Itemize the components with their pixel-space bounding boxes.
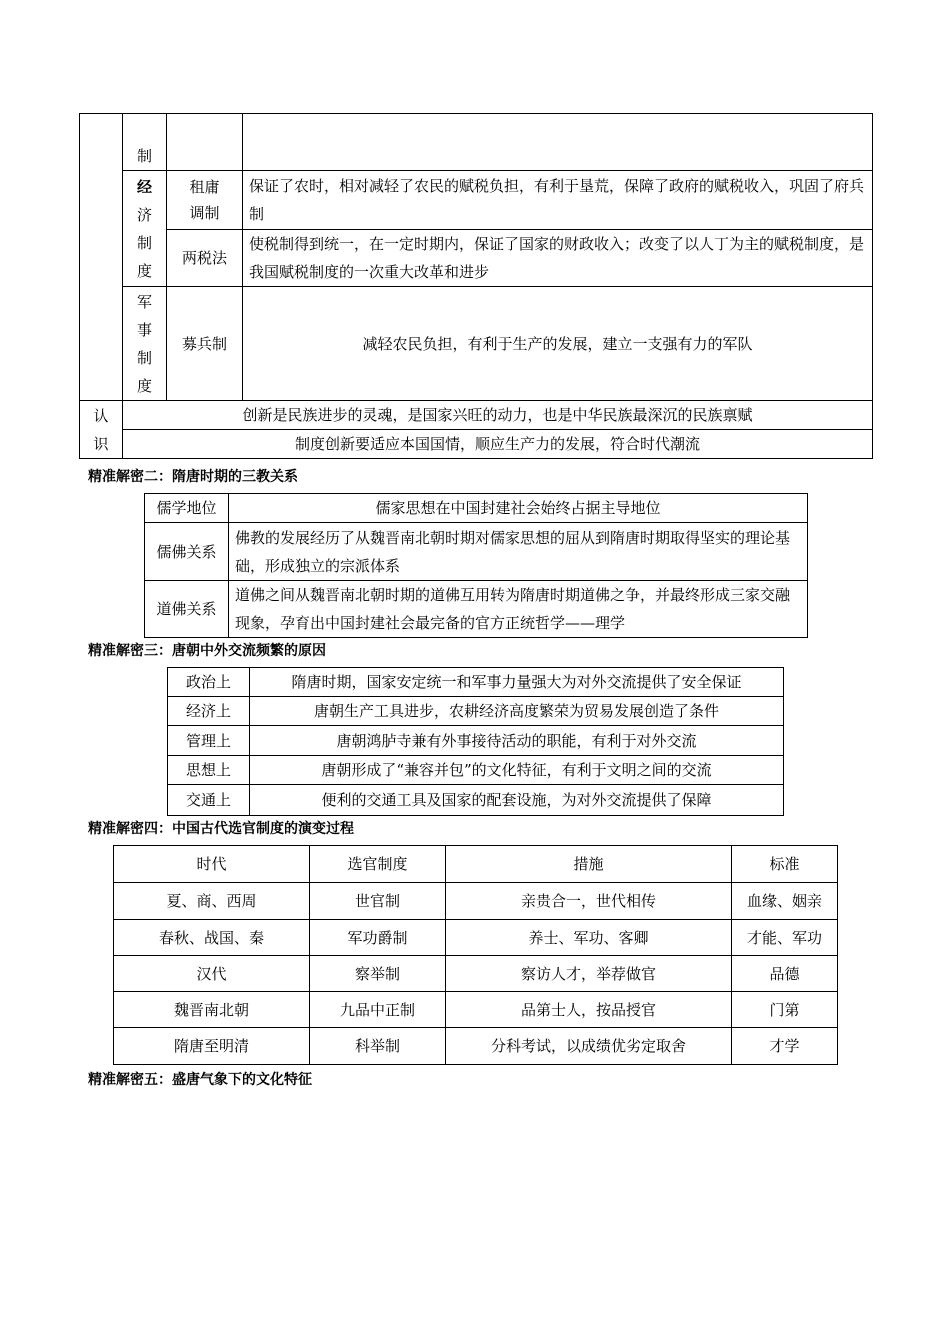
empty-cell bbox=[167, 114, 243, 171]
table-cell: 亲贵合一，世代相传 bbox=[446, 883, 732, 920]
table-cell: 门第 bbox=[732, 992, 838, 1028]
row-text: 便利的交通工具及国家的配套设施，为对外交流提供了保障 bbox=[250, 785, 784, 816]
label-char: 事 bbox=[136, 320, 152, 339]
row-text: 道佛之间从魏晋南北朝时期的道佛互用转为隋唐时期道佛之争，并最终形成三家交融现象，孕育出中国封建社会最完备的官方正统哲学——理学 bbox=[229, 581, 808, 638]
row-text: 佛教的发展经历了从魏晋南北朝时期对儒家思想的屈从到隋唐时期取得坚实的理论基础，形成独立的宗派体系 bbox=[229, 523, 808, 581]
table-cell: 察举制 bbox=[310, 956, 446, 992]
row-label: 管理上 bbox=[168, 726, 250, 756]
label-char: 认 bbox=[93, 406, 109, 425]
recognition-text-2: 制度创新要适应本国国情，顺应生产力的发展，符合时代潮流 bbox=[123, 430, 873, 459]
section2-heading: 精准解密二：隋唐时期的三教关系 bbox=[88, 469, 298, 485]
table-cell: 养士、军功、客卿 bbox=[446, 920, 732, 956]
row-label: 道佛关系 bbox=[145, 581, 229, 638]
recognition-label bbox=[80, 401, 123, 459]
table-cell: 春秋、战国、秦 bbox=[114, 920, 310, 956]
table-cell: 科举制 bbox=[310, 1028, 446, 1065]
table-cell: 才学 bbox=[732, 1028, 838, 1065]
label-char: 识 bbox=[93, 434, 109, 453]
official-selection-table bbox=[113, 845, 838, 1065]
label-char: 度 bbox=[136, 376, 152, 395]
row-text: 唐朝形成了“兼容并包”的文化特征，有利于文明之间的交流 bbox=[250, 756, 784, 785]
zuyong-name: 租庸调制 bbox=[167, 171, 243, 230]
table-cell: 魏晋南北朝 bbox=[114, 992, 310, 1028]
header-cell: 选官制度 bbox=[310, 846, 446, 883]
header-cell: 时代 bbox=[114, 846, 310, 883]
table-cell: 才能、军功 bbox=[732, 920, 838, 956]
row-label: 经济上 bbox=[168, 697, 250, 726]
table-cell: 世官制 bbox=[310, 883, 446, 920]
row-label: 思想上 bbox=[168, 756, 250, 785]
row-text: 唐朝鸿胪寺兼有外事接待活动的职能，有利于对外交流 bbox=[250, 726, 784, 756]
recognition-text-1: 创新是民族进步的灵魂，是国家兴旺的动力，也是中华民族最深沉的民族禀赋 bbox=[123, 401, 873, 430]
economic-system-label bbox=[123, 171, 167, 287]
row-label: 儒佛关系 bbox=[145, 523, 229, 581]
label-char: 制 bbox=[136, 233, 152, 252]
row-text: 儒家思想在中国封建社会始终占据主导地位 bbox=[229, 494, 808, 523]
outer-category-cell bbox=[80, 114, 123, 401]
label-char: 军 bbox=[136, 292, 152, 311]
label-char: 度 bbox=[136, 261, 152, 280]
row-text: 唐朝生产工具进步，农耕经济高度繁荣为贸易发展创造了条件 bbox=[250, 697, 784, 726]
fragment-label: 制 bbox=[136, 147, 152, 165]
mubing-text: 减轻农民负担，有利于生产的发展，建立一支强有力的军队 bbox=[243, 287, 873, 401]
foreign-exchange-table bbox=[167, 667, 784, 816]
zuyong-text: 保证了农时，相对减轻了农民的赋税负担，有利于垦荒，保障了政府的赋税收入，巩固了府兵制 bbox=[243, 171, 873, 230]
label-char: 制 bbox=[136, 348, 152, 367]
table-cell: 察访人才，举荐做官 bbox=[446, 956, 732, 992]
liangshui-name: 两税法 bbox=[167, 230, 243, 287]
fragment-label-cell bbox=[123, 114, 167, 171]
table-cell: 隋唐至明清 bbox=[114, 1028, 310, 1065]
label-char: 济 bbox=[136, 205, 152, 224]
header-cell: 措施 bbox=[446, 846, 732, 883]
table-cell: 血缘、姻亲 bbox=[732, 883, 838, 920]
table-cell: 品第士人，按品授官 bbox=[446, 992, 732, 1028]
section3-heading: 精准解密三：唐朝中外交流频繁的原因 bbox=[88, 643, 326, 659]
table-cell: 军功爵制 bbox=[310, 920, 446, 956]
header-cell: 标准 bbox=[732, 846, 838, 883]
section4-heading: 精准解密四：中国古代选官制度的演变过程 bbox=[88, 821, 354, 837]
institutions-table bbox=[79, 113, 873, 459]
table-cell: 九品中正制 bbox=[310, 992, 446, 1028]
row-label: 交通上 bbox=[168, 785, 250, 816]
table-cell: 品德 bbox=[732, 956, 838, 992]
section5-heading: 精准解密五：盛唐气象下的文化特征 bbox=[88, 1072, 312, 1088]
row-label: 政治上 bbox=[168, 668, 250, 697]
row-label: 儒学地位 bbox=[145, 494, 229, 523]
table-cell: 分科考试，以成绩优劣定取舍 bbox=[446, 1028, 732, 1065]
liangshui-text: 使税制得到统一，在一定时期内，保证了国家的财政收入；改变了以人丁为主的赋税制度，是我国赋税制度的一次重大改革和进步 bbox=[243, 230, 873, 287]
mubing-name: 募兵制 bbox=[167, 287, 243, 401]
military-system-label bbox=[123, 287, 167, 401]
label-char: 经 bbox=[136, 177, 152, 196]
table-cell: 夏、商、西周 bbox=[114, 883, 310, 920]
table-cell: 汉代 bbox=[114, 956, 310, 992]
empty-cell bbox=[243, 114, 873, 171]
three-religions-table bbox=[144, 493, 808, 638]
row-text: 隋唐时期，国家安定统一和军事力量强大为对外交流提供了安全保证 bbox=[250, 668, 784, 697]
